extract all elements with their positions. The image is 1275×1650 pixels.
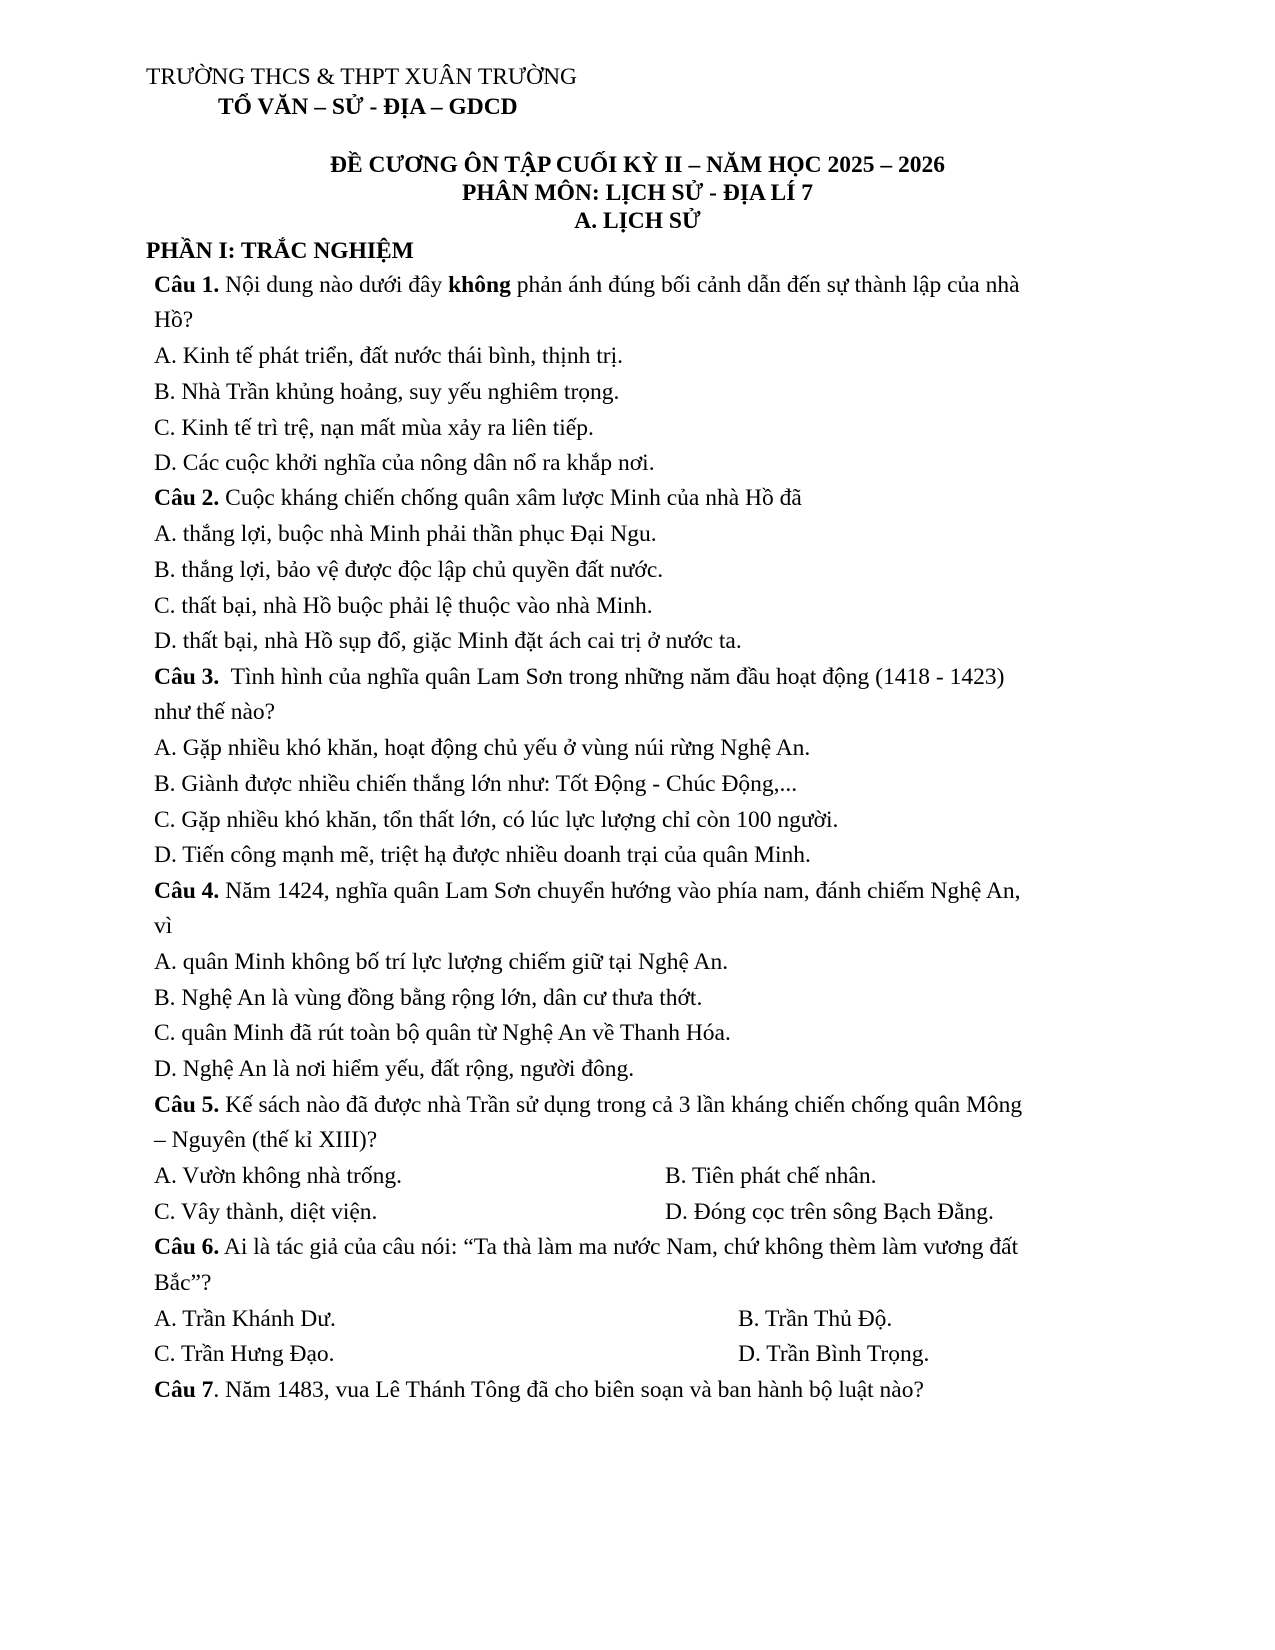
question-6-option-b: B. Trần Thủ Độ. [738,1306,893,1332]
question-4-stem-cont: vì [154,913,173,939]
question-6-option-c: C. Trần Hưng Đạo. [154,1341,335,1367]
question-4-stem: Câu 4. Năm 1424, nghĩa quân Lam Sơn chuyển hướng vào phía nam, đánh chiếm Nghệ An, [154,878,1021,904]
question-label: Câu 5. [154,1092,220,1118]
question-3-option-c: C. Gặp nhiều khó khăn, tổn thất lớn, có lúc lực lượng chỉ còn 100 người. [154,807,839,833]
document-title: ĐỀ CƯƠNG ÔN TẬP CUỐI KỲ II – NĂM HỌC 2025 – 2026 [330,152,945,178]
question-3-option-d: D. Tiến công mạnh mẽ, triệt hạ được nhiều doanh trại của quân Minh. [154,842,811,868]
question-1-option-b: B. Nhà Trần khủng hoảng, suy yếu nghiêm trọng. [154,379,620,405]
question-4-option-a: A. quân Minh không bố trí lực lượng chiếm giữ tại Nghệ An. [154,949,729,975]
part-title: A. LỊCH SỬ [574,208,701,234]
question-label: Câu 3. [154,664,220,690]
question-5-stem: Câu 5. Kế sách nào đã được nhà Trần sử dụng trong cả 3 lần kháng chiến chống quân Mông [154,1092,1023,1118]
question-5-option-c: C. Vây thành, diệt viện. [154,1199,378,1225]
question-1-stem-cont: Hồ? [154,307,194,333]
question-4-option-b: B. Nghệ An là vùng đồng bằng rộng lớn, dân cư thưa thớt. [154,985,703,1011]
question-2-stem: Câu 2. Cuộc kháng chiến chống quân xâm lược Minh của nhà Hồ đã [154,485,802,511]
subject-title: PHÂN MÔN: LỊCH SỬ - ĐỊA LÍ 7 [462,180,813,206]
question-5-option-a: A. Vườn không nhà trống. [154,1163,402,1189]
question-1-stem: Câu 1. Nội dung nào dưới đây không phản ánh đúng bối cảnh dẫn đến sự thành lập của nhà [154,272,1020,298]
question-label: Câu 1. [154,272,220,298]
question-2-option-d: D. thất bại, nhà Hồ sụp đổ, giặc Minh đặt ách cai trị ở nước ta. [154,628,742,654]
question-6-option-a: A. Trần Khánh Dư. [154,1306,336,1332]
section-heading: PHẦN I: TRẮC NGHIỆM [146,238,414,264]
question-5-option-d: D. Đóng cọc trên sông Bạch Đằng. [665,1199,994,1225]
question-3-stem-cont: như thế nào? [154,699,276,725]
question-6-option-d: D. Trần Bình Trọng. [738,1341,930,1367]
question-7-stem: Câu 7. Năm 1483, vua Lê Thánh Tông đã cho biên soạn và ban hành bộ luật nào? [154,1377,924,1403]
question-5-stem-cont: – Nguyên (thế kỉ XIII)? [154,1127,378,1153]
question-4-option-d: D. Nghệ An là nơi hiểm yếu, đất rộng, người đông. [154,1056,635,1082]
question-4-option-c: C. quân Minh đã rút toàn bộ quân từ Nghệ An về Thanh Hóa. [154,1020,731,1046]
question-1-option-a: A. Kinh tế phát triển, đất nước thái bình, thịnh trị. [154,343,623,369]
question-1-option-d: D. Các cuộc khởi nghĩa của nông dân nổ ra khắp nơi. [154,450,655,476]
question-3-option-a: A. Gặp nhiều khó khăn, hoạt động chủ yếu ở vùng núi rừng Nghệ An. [154,735,811,761]
department-name: TỔ VĂN – SỬ - ĐỊA – GDCD [218,94,518,120]
question-label: Câu 6. [154,1234,220,1260]
question-2-option-b: B. thắng lợi, bảo vệ được độc lập chủ quyền đất nước. [154,557,664,583]
question-label: Câu 7 [154,1377,214,1403]
question-label: Câu 4. [154,878,220,904]
school-name: TRƯỜNG THCS & THPT XUÂN TRƯỜNG [146,64,578,90]
question-2-option-a: A. thắng lợi, buộc nhà Minh phải thần phục Đại Ngu. [154,521,657,547]
question-2-option-c: C. thất bại, nhà Hồ buộc phải lệ thuộc vào nhà Minh. [154,593,653,619]
question-label: Câu 2. [154,485,220,511]
question-3-option-b: B. Giành được nhiều chiến thắng lớn như: Tốt Động - Chúc Động,... [154,771,798,797]
question-5-option-b: B. Tiên phát chế nhân. [665,1163,877,1189]
question-6-stem: Câu 6. Ai là tác giả của câu nói: “Ta thà làm ma nước Nam, chứ không thèm làm vương đất [154,1234,1019,1260]
question-1-option-c: C. Kinh tế trì trệ, nạn mất mùa xảy ra liên tiếp. [154,415,594,441]
question-3-stem: Câu 3. Tình hình của nghĩa quân Lam Sơn trong những năm đầu hoạt động (1418 - 1423) [154,664,1005,690]
emphasis-word: không [448,272,511,298]
question-6-stem-cont: Bắc”? [154,1270,212,1296]
